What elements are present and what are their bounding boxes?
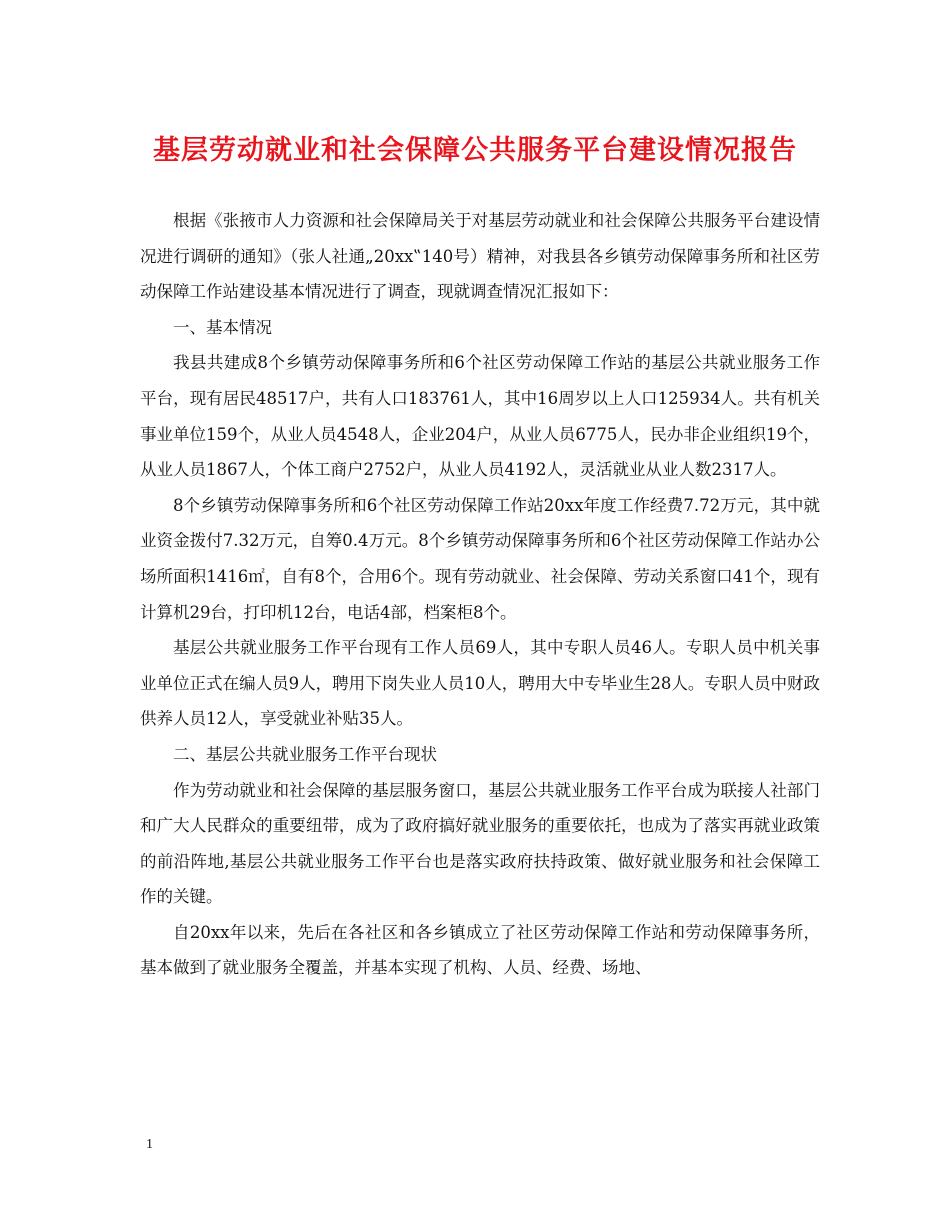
paragraph-population: 我县共建成8个乡镇劳动保障事务所和6个社区劳动保障工作站的基层公共就业服务工作平台，现有居民48517户，共有人口183761人，其中16周岁以上人口125934人。共有机关事业单位159个，从业人员4548人，企业204户，从业人员6775人，民办非企业组织19个，从业人员1867人，个体工商户2752户，从业人员4192人，灵活就业从业人数2317人。 (140, 353, 820, 480)
document-body (140, 203, 820, 986)
page-number: 1 (146, 1137, 153, 1152)
paragraph-funding: 8个乡镇劳动保障事务所和6个社区劳动保障工作站20xx年度工作经费7.72万元，其中就业资金拨付7.32万元，自筹0.4万元。8个乡镇劳动保障事务所和6个社区劳动保障工作站办公场所面积1416㎡，自有8个，合用6个。现有劳动就业、社会保障、劳动关系窗口41个，现有计算机29台，打印机12台，电话4部，档案柜8个。 (140, 495, 820, 622)
paragraph-role: 作为劳动就业和社会保障的基层服务窗口，基层公共就业服务工作平台成为联接人社部门和广大人民群众的重要纽带，成为了政府搞好就业服务的重要依托，也成为了落实再就业政策的前沿阵地,基层公共就业服务工作平台也是落实政府扶持政策、做好就业服务和社会保障工作的关键。 (140, 780, 820, 907)
document-title: 基层劳动就业和社会保障公共服务平台建设情况报告 (153, 135, 797, 166)
paragraph-intro: 根据《张掖市人力资源和社会保障局关于对基层劳动就业和社会保障公共服务平台建设情况进行调研的通知》（张人社通„20xx‟140号）精神，对我县各乡镇劳动保障事务所和社区劳动保障工作站建设基本情况进行了调查，现就调查情况汇报如下： (140, 211, 820, 302)
paragraph-history: 自20xx年以来，先后在各社区和各乡镇成立了社区劳动保障工作站和劳动保障事务所，基本做到了就业服务全覆盖，并基本实现了机构、人员、经费、场地、 (140, 922, 820, 978)
section-heading-status: 二、基层公共就业服务工作平台现状 (173, 744, 437, 764)
paragraph-staff: 基层公共就业服务工作平台现有工作人员69人，其中专职人员46人。专职人员中机关事业单位正式在编人员9人，聘用下岗失业人员10人，聘用大中专毕业生28人。专职人员中财政供养人员12人，享受就业补贴35人。 (140, 638, 820, 729)
section-heading-basic: 一、基本情况 (173, 317, 272, 337)
